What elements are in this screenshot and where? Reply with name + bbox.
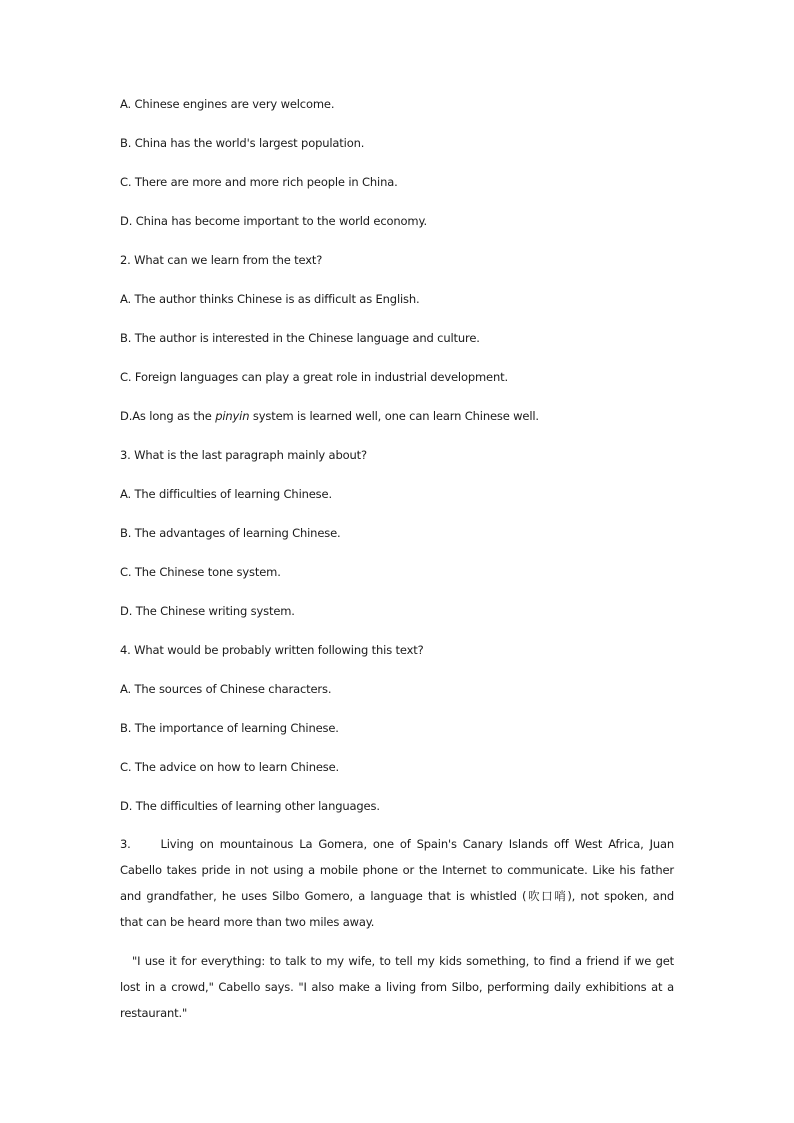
passage3-paragraph-2 — [120, 948, 674, 1026]
q4-option-b: B. The importance of learning Chinese. — [120, 721, 339, 735]
passage3-p2-line-3: restaurant." — [120, 1006, 188, 1020]
passage3-p2-line-2: lost in a crowd," Cabello says. "I also make a living from Silbo, performing daily exhibitions at a — [120, 980, 674, 994]
q4-option-d: D. The difficulties of learning other languages. — [120, 799, 380, 813]
q3-question: 3. What is the last paragraph mainly about? — [120, 448, 367, 462]
passage3-paragraph-1 — [120, 831, 674, 935]
q3-option-a: A. The difficulties of learning Chinese. — [120, 487, 332, 501]
q4-question: 4. What would be probably written following this text? — [120, 643, 424, 657]
q2-option-d-italic: pinyin — [215, 409, 250, 423]
q1-option-c: C. There are more and more rich people in China. — [120, 175, 398, 189]
passage3-p1-line-1: 3. Living on mountainous La Gomera, one of Spain's Canary Islands off West Africa, Juan — [120, 837, 674, 851]
passage3-p2-line-1: "I use it for everything: to talk to my wife, to tell my kids something, to find a friend if we get — [132, 954, 674, 968]
q3-option-d: D. The Chinese writing system. — [120, 604, 295, 618]
q2-option-d — [120, 408, 539, 424]
q4-option-c: C. The advice on how to learn Chinese. — [120, 760, 340, 774]
passage3-p1-line-2: Cabello takes pride in not using a mobile phone or the Internet to communicate. Like his father — [120, 863, 674, 877]
passage3-p1-line-3: and grandfather, he uses Silbo Gomero, a language that is whistled (吹口哨), not spoken, and — [120, 889, 674, 903]
q4-option-a: A. The sources of Chinese characters. — [120, 682, 332, 696]
q3-option-c: C. The Chinese tone system. — [120, 565, 281, 579]
q1-option-b: B. China has the world's largest population. — [120, 136, 365, 150]
q1-option-d: D. China has become important to the world economy. — [120, 214, 427, 228]
q2-option-d-prefix: D.As long as the — [120, 409, 216, 423]
q1-option-a: A. Chinese engines are very welcome. — [120, 97, 335, 111]
q2-option-b: B. The author is interested in the Chinese language and culture. — [120, 331, 480, 345]
q3-option-b: B. The advantages of learning Chinese. — [120, 526, 341, 540]
q2-option-d-suffix: system is learned well, one can learn Chinese well. — [249, 409, 539, 423]
q2-option-c: C. Foreign languages can play a great role in industrial development. — [120, 370, 508, 384]
q2-question: 2. What can we learn from the text? — [120, 253, 323, 267]
passage3-p1-line-4: that can be heard more than two miles away. — [120, 915, 375, 929]
q2-option-a: A. The author thinks Chinese is as difficult as English. — [120, 292, 420, 306]
